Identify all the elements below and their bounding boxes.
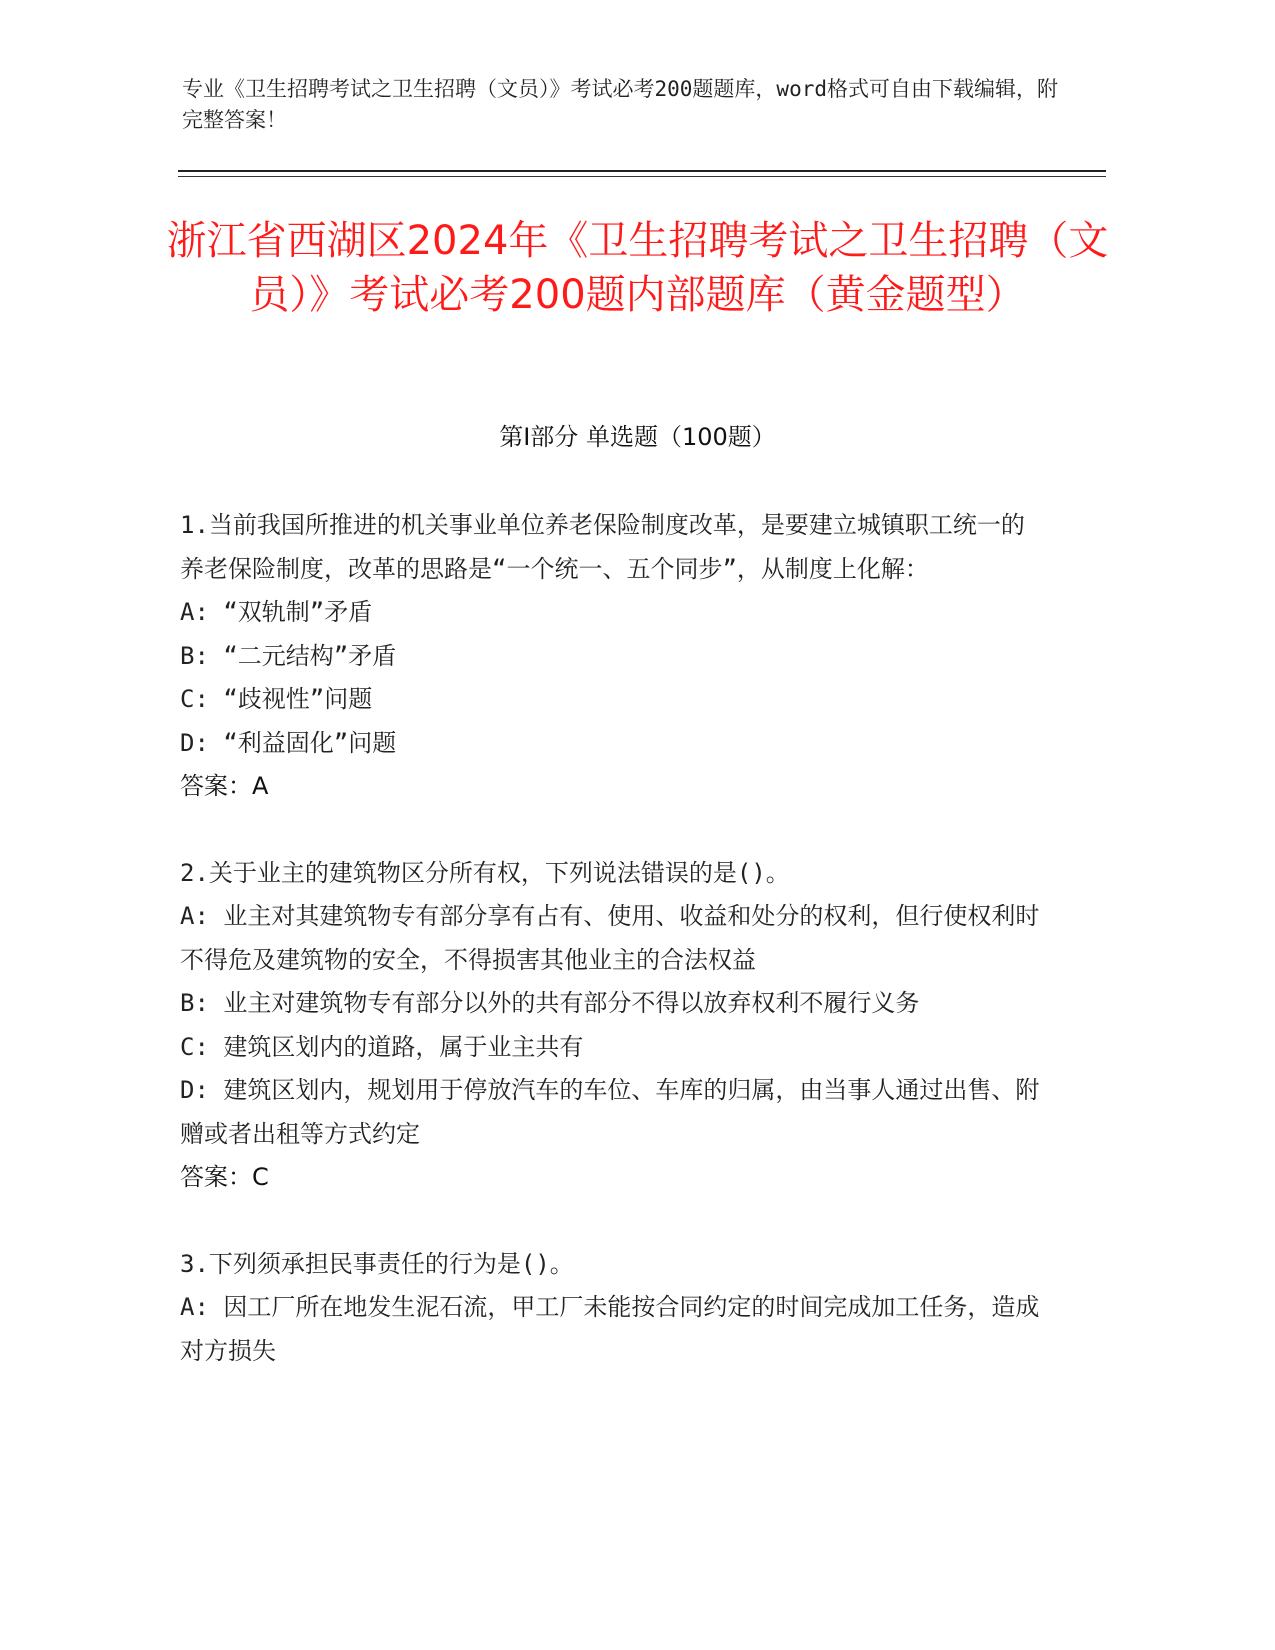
header-note: 专业《卫生招聘考试之卫生招聘（文员）》考试必考200题题库，word格式可自由下载编辑，附完整答案！ bbox=[182, 77, 1058, 132]
option-a: A: 业主对其建筑物专有部分享有占有、使用、收益和处分的权利，但行使权利时不得危及建筑物的安全，不得损害其他业主的合法权益 bbox=[180, 902, 1040, 974]
document-title: 浙江省西湖区2024年《卫生招聘考试之卫生招聘（文员）》考试必考200题内部题库（黄金题型） bbox=[166, 218, 1109, 318]
answer-label: 答案：A bbox=[180, 772, 269, 800]
option-b: B: 业主对建筑物专有部分以外的共有部分不得以放弃权利不履行义务 bbox=[180, 989, 920, 1017]
option-c: C: 建筑区划内的道路，属于业主共有 bbox=[180, 1032, 584, 1061]
option-d: D: “利益固化”问题 bbox=[180, 728, 397, 757]
question-item-3 bbox=[180, 1243, 1040, 1374]
answer-label: 答案：C bbox=[180, 1163, 269, 1191]
option-b: B: “二元结构”矛盾 bbox=[180, 641, 397, 670]
header-divider-thin bbox=[178, 176, 1106, 177]
question-stem: 3.下列须承担民事责任的行为是()。 bbox=[180, 1249, 574, 1278]
question-stem: 2.关于业主的建筑物区分所有权，下列说法错误的是()。 bbox=[180, 858, 790, 887]
option-c: C: “歧视性”问题 bbox=[180, 685, 373, 713]
section-heading: 第I部分 单选题（100题） bbox=[499, 423, 776, 451]
question-item-2 bbox=[180, 852, 1040, 1200]
question-item-1 bbox=[180, 504, 1040, 809]
question-list bbox=[180, 504, 1040, 1416]
question-stem: 1.当前我国所推进的机关事业单位养老保险制度改革，是要建立城镇职工统一的养老保险制度，改革的思路是“一个统一、五个同步”，从制度上化解： bbox=[180, 511, 1025, 583]
header-divider-thick bbox=[178, 170, 1106, 172]
option-d: D: 建筑区划内，规划用于停放汽车的车位、车库的归属，由当事人通过出售、附赠或者出租等方式约定 bbox=[180, 1076, 1040, 1148]
option-a: A: 因工厂所在地发生泥石流，甲工厂未能按合同约定的时间完成加工任务，造成对方损失 bbox=[180, 1293, 1040, 1365]
option-a: A: “双轨制”矛盾 bbox=[180, 598, 373, 626]
